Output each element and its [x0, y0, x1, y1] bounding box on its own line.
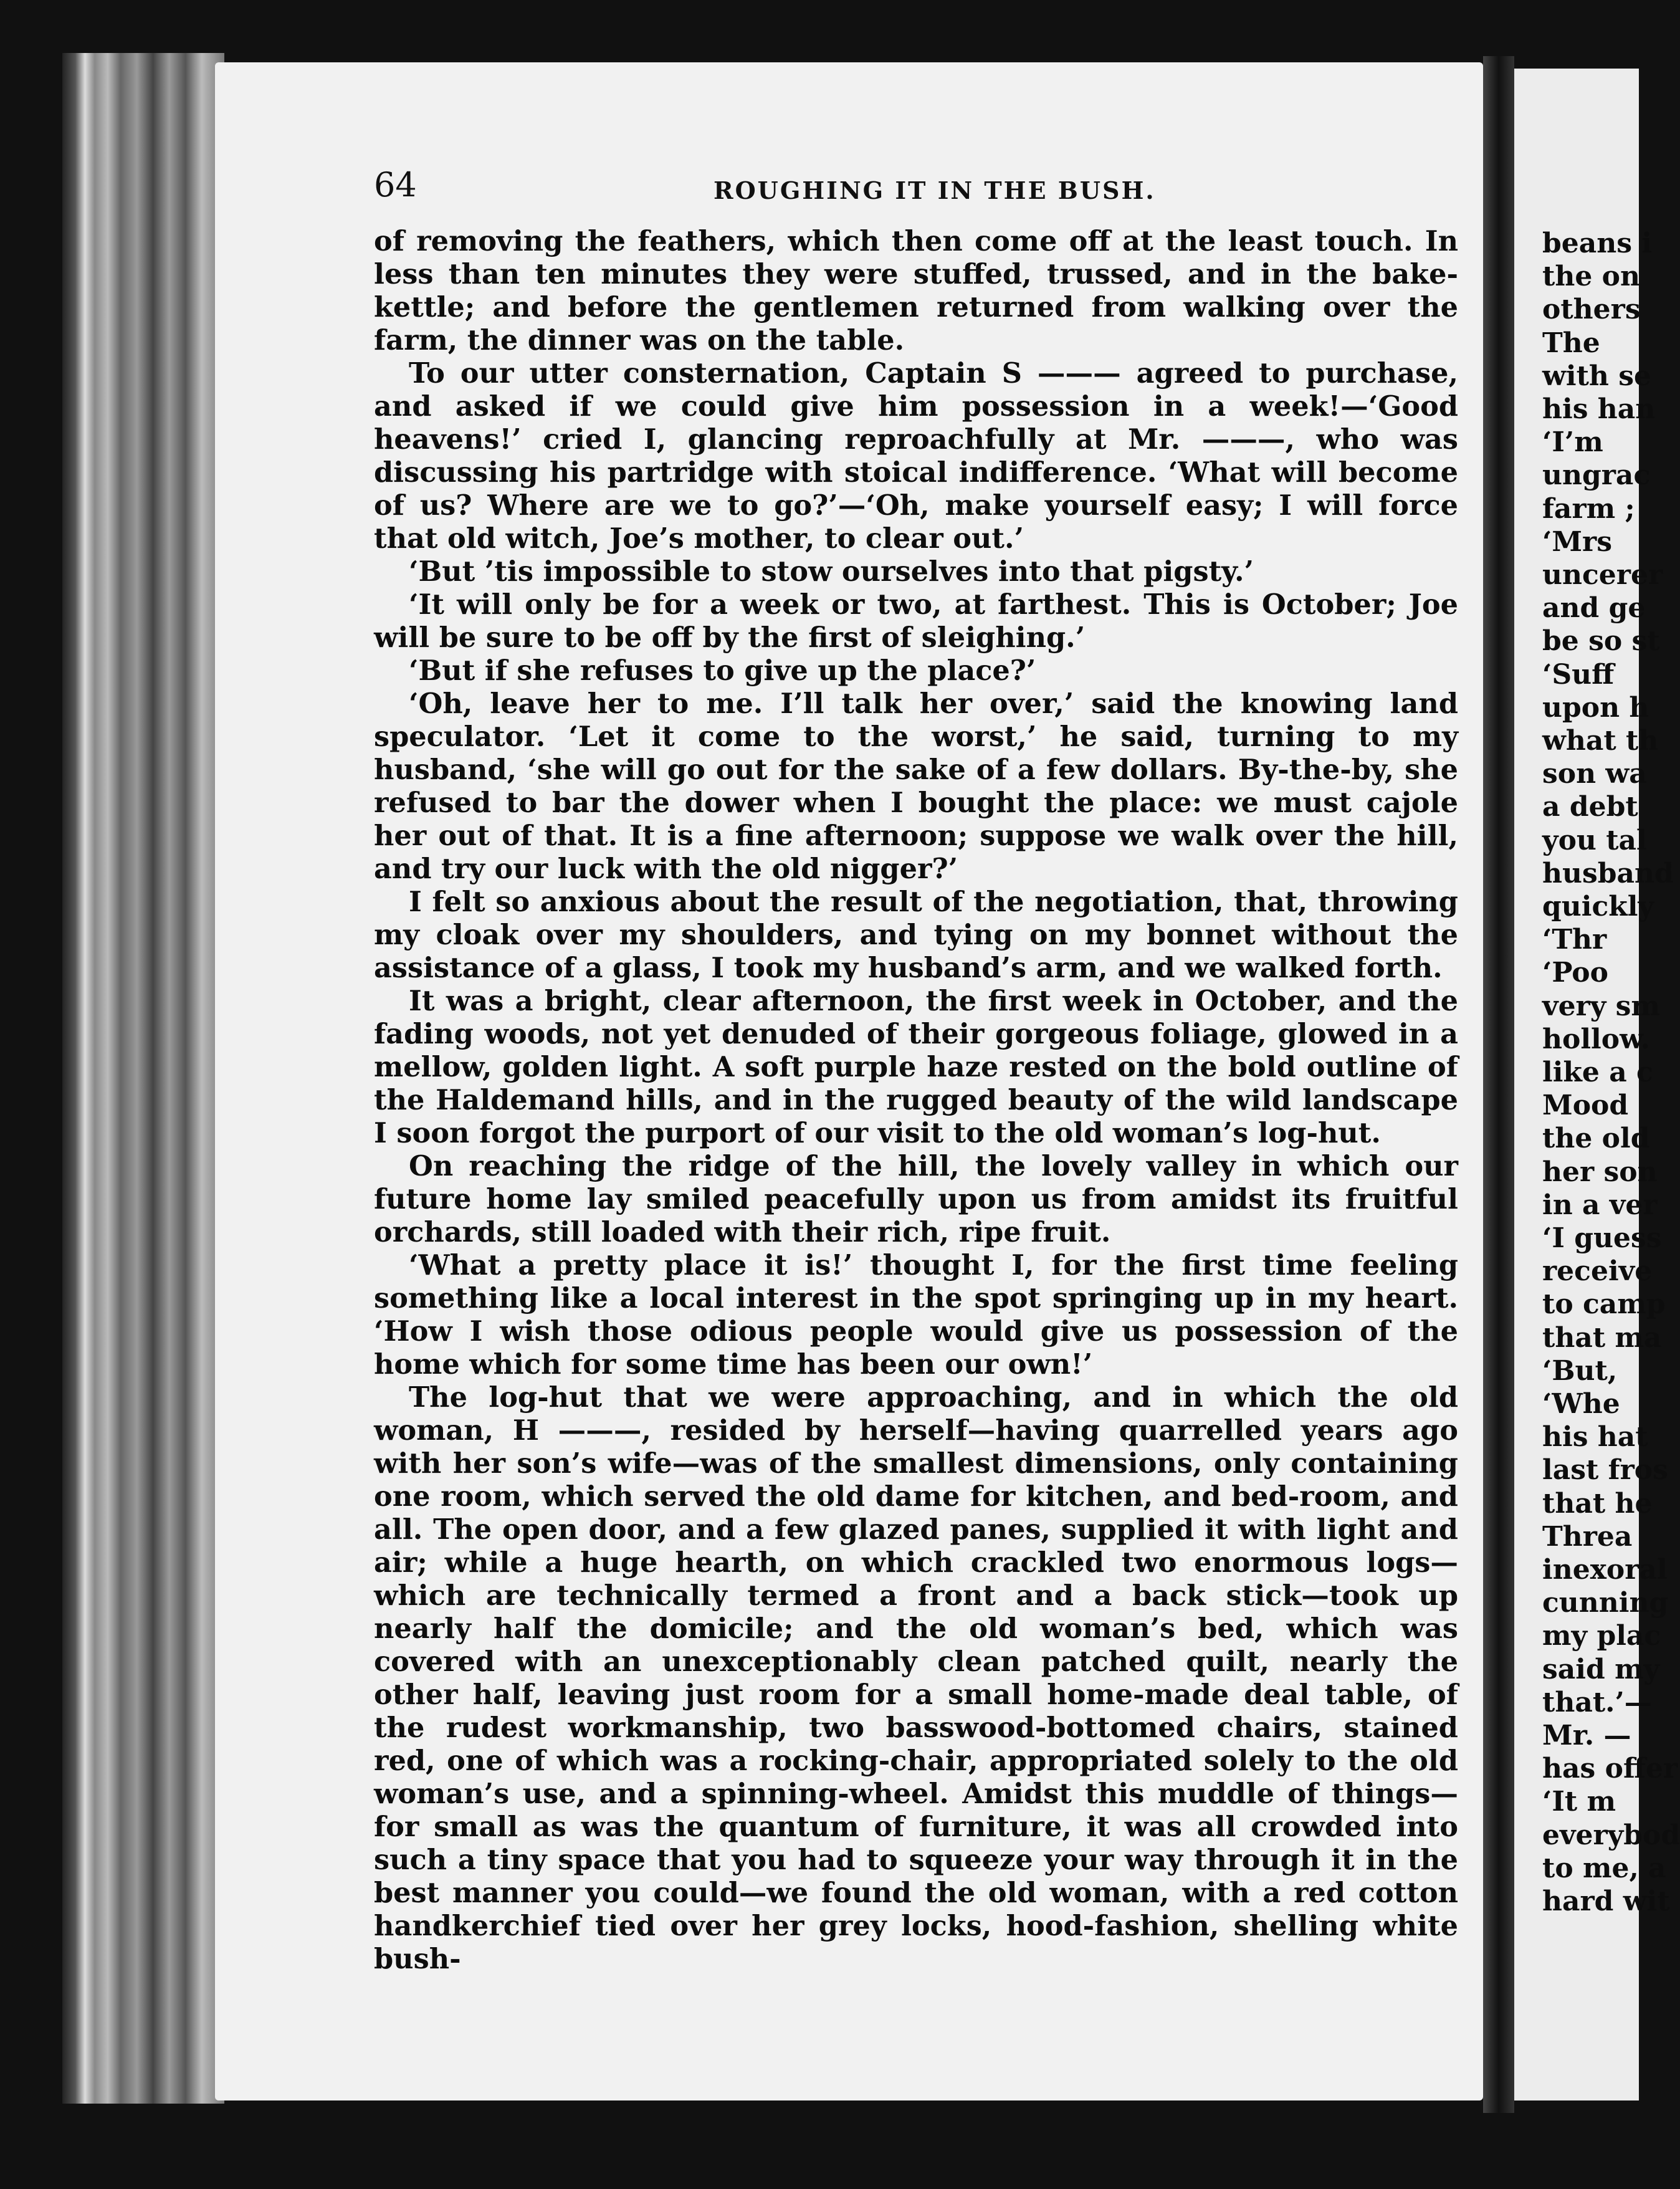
facing-page-line: said my [1542, 1653, 1660, 1685]
facing-page-line: like a c [1542, 1056, 1653, 1088]
facing-page-line: his han [1542, 393, 1656, 425]
facing-page-line: others [1542, 294, 1641, 326]
page-header [374, 165, 1471, 215]
facing-page-line: ‘It m [1542, 1786, 1616, 1818]
facing-page-line: that ma [1542, 1321, 1662, 1354]
paragraph: I felt so anxious about the result of the negotiation, that, throwing my cloak over my shoulders, and tying on my bonnet without the assistance of a glass, I took my husband’s arm, and we walked forth. [374, 885, 1458, 984]
body-text [374, 224, 1458, 1975]
page-number: 64 [374, 165, 417, 204]
facing-page-line: that.’— [1542, 1686, 1652, 1718]
facing-page-line: ‘I’m [1542, 426, 1603, 459]
facing-page-line: ‘Mrs [1542, 525, 1612, 558]
facing-page-line: the old [1542, 1123, 1650, 1155]
facing-page-line: son wa [1542, 758, 1647, 790]
paragraph: ‘But ’tis impossible to stow ourselves into that pigsty.’ [409, 555, 1254, 588]
facing-page-line: with se [1542, 360, 1651, 392]
paragraph: ‘What a pretty place it is!’ thought I, for the first time feeling something like a local interest in the spot springing up in my heart. ‘How I wish those odious people would give us possession of the home which for some time has been our own!’ [374, 1248, 1458, 1381]
running-title: ROUGHING IT IN THE BUSH. [714, 176, 1156, 204]
paragraph: To our utter consternation, Captain S ——— agreed to purchase, and asked if we could give him possession in a week!—‘Good heavens!’ cried I, glancing reproachfully at Mr. ———, who was discussing his partridge with stoical indifference. ‘What will become of us? Where are we to go?’—‘Oh, make yourself easy; I will force that old witch, Joe’s mother, to clear out.’ [374, 357, 1458, 555]
facing-page-line: inexoral [1542, 1554, 1668, 1586]
facing-page-line: husband [1542, 857, 1674, 889]
facing-page-line: my plac [1542, 1620, 1661, 1652]
facing-page-line: that he [1542, 1487, 1653, 1520]
facing-page-line: ‘Thr [1542, 924, 1607, 956]
paragraph: It was a bright, clear afternoon, the first week in October, and the fading woods, not yet denuded of their gorgeous foliage, glowed in a mellow, golden light. A soft purple haze rested on the bold outline of the Haldemand hills, and in the rugged beauty of the wild landscape I soon forgot the purport of our visit to the old woman’s log-hut. [374, 984, 1458, 1149]
facing-page-line: his hat [1542, 1421, 1648, 1454]
book-edge [62, 53, 224, 2104]
paragraph: The log-hut that we were approaching, and in which the old woman, H ———, resided by herself—having quarrelled years ago with her son’s wife—was of the smallest dimensions, only containing one room, which served the old dame for kitchen, and bed-room, and all. The open door, and a few glazed panes, supplied it with light and air; while a huge hearth, on which crackled two enormous logs—which are technically termed a front and a back stick—took up nearly half the domicile; and the old woman’s bed, which was covered with an unexceptionably clean patched quilt, nearly the other half, leaving just room for a small home-made deal table, of the rudest workmanship, two basswood-bottomed chairs, stained red, one of which was a rocking-chair, appropriated solely to the old woman’s use, and a spinning-wheel. Amidst this muddle of things—for small as was the quantum of furniture, it was all crowded into such a tiny space that you had to squeeze your way through it in the best manner you could—we found the old woman, with a red cotton handkerchief tied over her grey locks, hood-fashion, shelling white bush- [374, 1381, 1458, 1975]
paragraph: of removing the feathers, which then come off at the least touch. In less than ten minutes they were stuffed, trussed, and in the bake-kettle; and before the gentlemen returned from walking over the farm, the dinner was on the table. [374, 224, 1458, 357]
facing-page-line: you tal [1542, 824, 1647, 856]
facing-page-line: everybod [1542, 1819, 1680, 1851]
facing-page-line: Mood [1542, 1090, 1629, 1122]
facing-page-line: in a ver [1542, 1189, 1658, 1221]
facing-page-line: her son [1542, 1156, 1658, 1188]
facing-page-line: what th [1542, 725, 1659, 757]
facing-page-line: very sm [1542, 990, 1660, 1022]
facing-page-line: last fros [1542, 1454, 1668, 1487]
facing-page-line: uncerer [1542, 559, 1663, 591]
facing-page-line: ‘But, [1542, 1354, 1618, 1387]
facing-page-line: be so st [1542, 625, 1660, 658]
facing-page-line: quickly [1542, 891, 1654, 922]
facing-page-line: ungrac [1542, 459, 1651, 492]
facing-page-line: has offer [1542, 1753, 1678, 1785]
facing-page-line: ‘Poo [1542, 957, 1608, 989]
facing-page-line: Threa [1542, 1520, 1633, 1553]
facing-page-line: hard wit [1542, 1885, 1670, 1917]
paragraph: On reaching the ridge of the hill, the lovely valley in which our future home lay smiled peacefully upon us from amidst its fruitful orchards, still loaded with their rich, ripe fruit. [374, 1149, 1458, 1248]
paragraph: ‘It will only be for a week or two, at farthest. This is October; Joe will be sure to be off by the first of sleighing.’ [374, 588, 1458, 654]
facing-page-line: farm ; [1542, 492, 1635, 525]
facing-page-line: and ge [1542, 592, 1646, 625]
paragraph: ‘But if she refuses to give up the place?’ [409, 654, 1036, 687]
facing-page-line: a debt [1542, 791, 1638, 823]
facing-page-line: receive [1542, 1255, 1653, 1288]
facing-page-line: Mr. — [1542, 1720, 1631, 1751]
facing-page-line: ‘Suff [1542, 658, 1615, 691]
facing-page-line: hollow. [1542, 1023, 1650, 1055]
facing-page-line: the on [1542, 261, 1640, 293]
facing-page-line: cunning [1542, 1587, 1669, 1619]
facing-page-line: ‘I guess [1542, 1222, 1662, 1254]
facing-page-line: upon h [1542, 691, 1649, 724]
facing-page-line: to me, a [1542, 1852, 1666, 1884]
paragraph: ‘Oh, leave her to me. I’ll talk her over,’ said the knowing land speculator. ‘Let it come to the worst,’ he said, turning to my husband, ‘she will go out for the sake of a few dollars. By-the-by, she refused to bar the dower when I bought the place: we must cajole her out of that. It is a fine afternoon; suppose we walk over the hill, and try our luck with the old nigger?’ [374, 687, 1458, 885]
facing-page-line: The [1542, 327, 1600, 359]
facing-page-line: beans i [1542, 228, 1653, 259]
facing-page-line: to camp [1542, 1288, 1666, 1321]
page-gutter [1483, 56, 1514, 2113]
facing-page-line: ‘Whe [1542, 1388, 1620, 1420]
